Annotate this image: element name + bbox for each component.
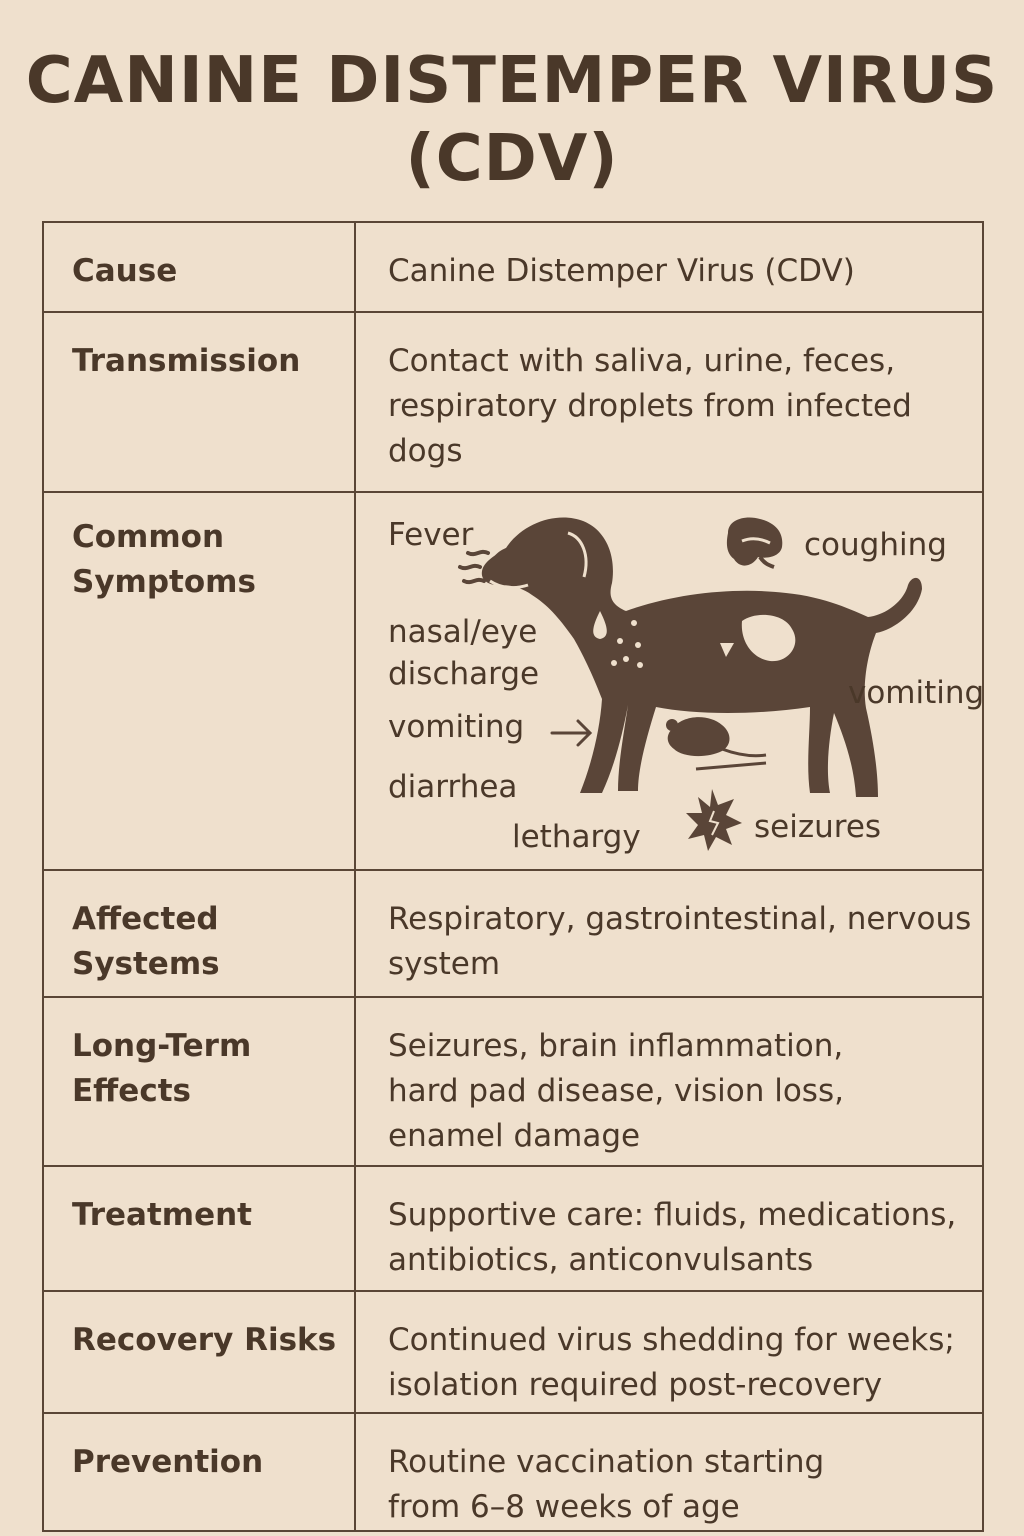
table-row-transmission [43, 312, 983, 492]
row-label-prevention: Prevention [43, 1413, 355, 1531]
row-value-recovery-risks: Continued virus shedding for weeks; isolation required post-recovery [355, 1291, 983, 1413]
symptom-seizures: seizures [754, 809, 882, 845]
symptom-vomiting-left: vomiting [388, 709, 525, 745]
row-label-long-term-effects [43, 997, 355, 1166]
rat-icon [666, 717, 766, 769]
row-label-cause: Cause [43, 222, 355, 312]
table-row-affected-systems [43, 870, 983, 997]
info-table [42, 221, 984, 1532]
title-line-1: CANINE DISTEMPER VIRUS [25, 44, 999, 118]
symptoms-illustration [356, 493, 985, 869]
long-term-label-text: Long-Term Effects [72, 1028, 252, 1109]
affected-label-text: Affected Systems [72, 901, 220, 982]
row-value-cause: Canine Distemper Virus (CDV) [355, 222, 983, 312]
row-value-affected-systems: Respiratory, gastrointestinal, nervous system [355, 870, 983, 997]
row-label-treatment: Treatment [43, 1166, 355, 1291]
row-value-treatment: Supportive care: fluids, medications, antibiotics, anticonvulsants [355, 1166, 983, 1291]
table-row-treatment [43, 1166, 983, 1291]
symptoms-label-text: Common Symptoms [72, 519, 256, 600]
table-row-long-term-effects [43, 997, 983, 1166]
arrow-right-icon [552, 721, 590, 745]
table-row-recovery-risks [43, 1291, 983, 1413]
symptom-diarrhea: diarrhea [388, 769, 518, 805]
row-label-recovery-risks: Recovery Risks [43, 1291, 355, 1413]
title-line-2: (CDV) [405, 122, 619, 196]
row-value-prevention: Routine vaccination starting from 6–8 weeks of age [355, 1413, 983, 1531]
seizure-star-icon [686, 789, 742, 851]
symptom-coughing: coughing [804, 527, 947, 563]
symptom-discharge: nasal/eye discharge [388, 614, 540, 692]
row-label-affected-systems [43, 870, 355, 997]
row-value-long-term-effects: Seizures, brain inflammation, hard pad disease, vision loss, enamel damage [355, 997, 983, 1166]
page-title [0, 42, 1024, 198]
row-value-transmission: Contact with saliva, urine, feces, respiratory droplets from infected dogs [355, 312, 983, 492]
symptom-vomiting-right: vomiting [848, 675, 985, 711]
lungs-icon [727, 518, 782, 567]
symptoms-illustration-cell [355, 492, 983, 870]
table-row-symptoms [43, 492, 983, 870]
symptom-lethargy: lethargy [512, 819, 641, 855]
table-row-cause [43, 222, 983, 312]
row-label-symptoms [43, 492, 355, 870]
symptom-fever: Fever [388, 517, 474, 553]
row-label-transmission: Transmission [43, 312, 355, 492]
table-row-prevention [43, 1413, 983, 1531]
